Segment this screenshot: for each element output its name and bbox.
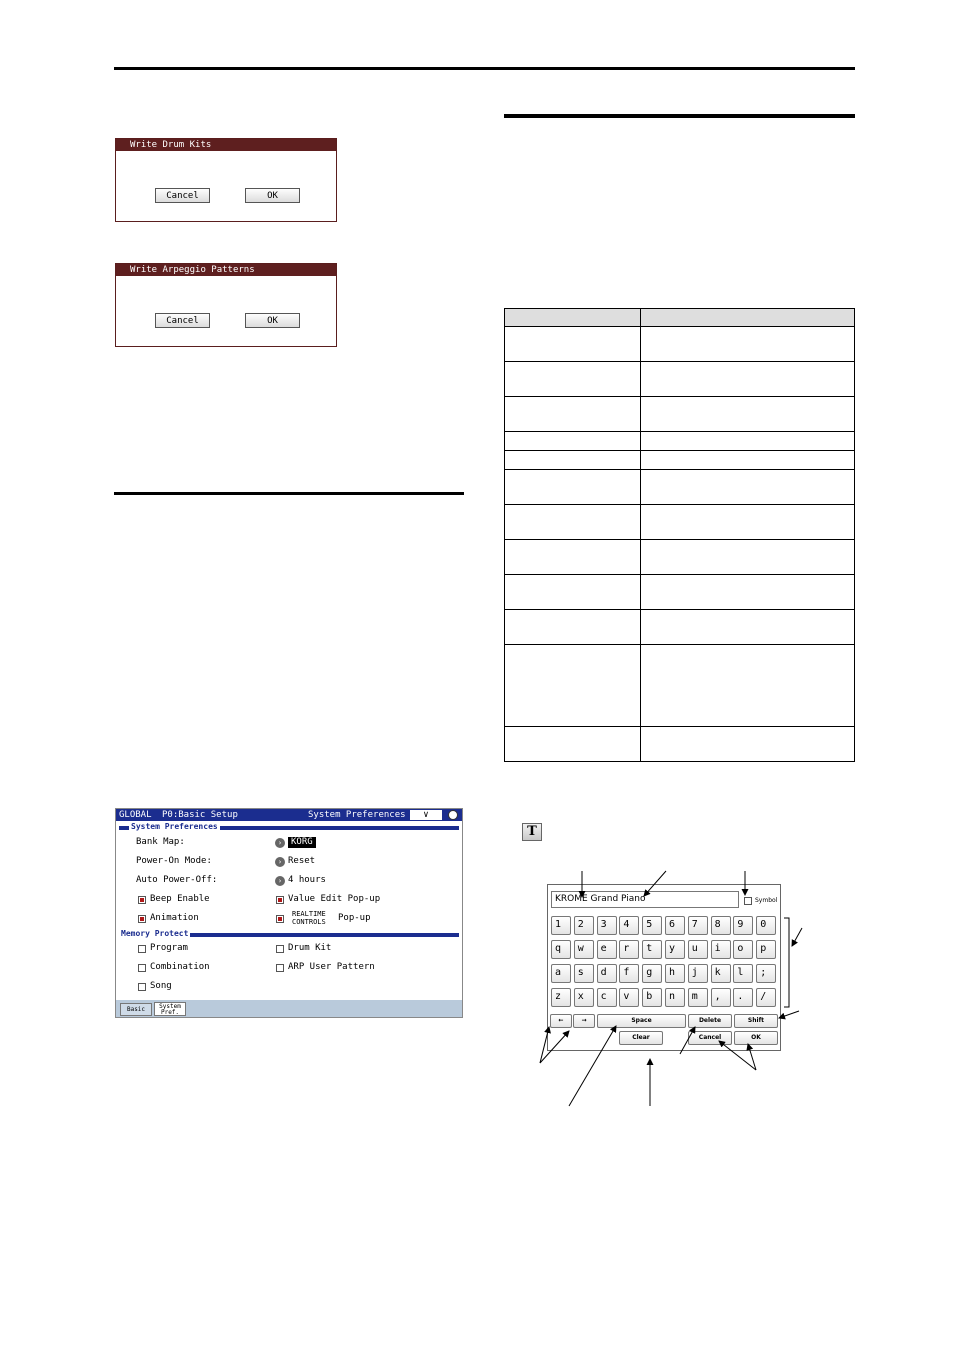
key-3-0[interactable]: z xyxy=(551,988,571,1007)
key-0-6[interactable]: 7 xyxy=(688,916,708,935)
key-3-1[interactable]: x xyxy=(574,988,594,1007)
key-2-8[interactable]: l xyxy=(733,964,753,983)
realtime-line2: CONTROLS xyxy=(292,918,326,926)
cursor-right-button[interactable]: → xyxy=(573,1014,595,1028)
drum-kit-label: Drum Kit xyxy=(288,943,332,953)
chevron-down-icon: ∨ xyxy=(423,810,429,820)
key-0-4[interactable]: 5 xyxy=(642,916,662,935)
key-2-6[interactable]: j xyxy=(688,964,708,983)
key-1-0[interactable]: q xyxy=(551,940,571,959)
key-2-4[interactable]: g xyxy=(642,964,662,983)
realtime-popup-label: Pop-up xyxy=(338,913,371,923)
cancel-button[interactable]: Cancel xyxy=(688,1031,732,1045)
key-1-2[interactable]: e xyxy=(597,940,617,959)
key-2-1[interactable]: s xyxy=(574,964,594,983)
key-1-4[interactable]: t xyxy=(642,940,662,959)
callout-arrow xyxy=(644,871,666,896)
key-2-2[interactable]: d xyxy=(597,964,617,983)
key-2-3[interactable]: f xyxy=(619,964,639,983)
key-0-1[interactable]: 2 xyxy=(574,916,594,935)
ok-button[interactable]: OK xyxy=(245,313,300,328)
tab-title: System Preferences xyxy=(308,810,406,820)
value-edit-popup-label: Value Edit Pop-up xyxy=(288,894,381,904)
arp-user-pattern-label: ARP User Pattern xyxy=(288,962,375,972)
key-1-6[interactable]: u xyxy=(688,940,708,959)
ok-button[interactable]: OK xyxy=(734,1031,778,1045)
auto-power-off-value[interactable]: 4 hours xyxy=(288,875,326,885)
callout-arrow xyxy=(719,1041,756,1070)
key-1-9[interactable]: p xyxy=(756,940,776,959)
key-1-7[interactable]: i xyxy=(711,940,731,959)
power-on-mode-value[interactable]: Reset xyxy=(288,856,316,866)
bracket xyxy=(784,918,789,1007)
realtime-line1: REALTIME xyxy=(292,910,326,918)
key-1-1[interactable]: w xyxy=(574,940,594,959)
key-2-5[interactable]: h xyxy=(665,964,685,983)
tab-system-pref[interactable]: System Pref. xyxy=(154,1002,186,1016)
tab-basic[interactable]: Basic xyxy=(120,1003,152,1016)
page-title: P0:Basic Setup xyxy=(162,810,238,820)
delete-button[interactable]: Delete xyxy=(688,1014,732,1028)
program-label: Program xyxy=(150,943,188,953)
key-3-5[interactable]: n xyxy=(665,988,685,1007)
symbol-label: Symbol xyxy=(755,897,778,904)
key-3-6[interactable]: m xyxy=(688,988,708,1007)
key-3-8[interactable]: . xyxy=(733,988,753,1007)
key-2-9[interactable]: ; xyxy=(756,964,776,983)
popup-arrow-icon[interactable]: › xyxy=(275,876,285,886)
cancel-button[interactable]: Cancel xyxy=(155,313,210,328)
key-1-5[interactable]: y xyxy=(665,940,685,959)
key-0-7[interactable]: 8 xyxy=(711,916,731,935)
key-2-0[interactable]: a xyxy=(551,964,571,983)
key-0-8[interactable]: 9 xyxy=(733,916,753,935)
key-0-2[interactable]: 3 xyxy=(597,916,617,935)
section-label: Memory Protect xyxy=(121,929,189,938)
cursor-left-button[interactable]: ← xyxy=(550,1014,572,1028)
song-label: Song xyxy=(150,981,172,991)
key-3-7[interactable]: , xyxy=(711,988,731,1007)
key-1-8[interactable]: o xyxy=(733,940,753,959)
key-3-4[interactable]: b xyxy=(642,988,662,1007)
callout-arrow xyxy=(680,1027,695,1054)
bank-map-label: Bank Map: xyxy=(136,837,185,847)
key-3-2[interactable]: c xyxy=(597,988,617,1007)
ok-button[interactable]: OK xyxy=(245,188,300,203)
cancel-button[interactable]: Cancel xyxy=(155,188,210,203)
text-edit-icon: T xyxy=(527,824,537,839)
key-2-7[interactable]: k xyxy=(711,964,731,983)
mode-label: GLOBAL xyxy=(119,810,152,820)
key-3-3[interactable]: v xyxy=(619,988,639,1007)
popup-arrow-icon[interactable]: › xyxy=(275,838,285,848)
key-0-3[interactable]: 4 xyxy=(619,916,639,935)
key-3-9[interactable]: / xyxy=(756,988,776,1007)
clear-button[interactable]: Clear xyxy=(619,1031,663,1045)
bank-map-value[interactable]: KORG xyxy=(288,837,316,848)
key-1-3[interactable]: r xyxy=(619,940,639,959)
beep-enable-label: Beep Enable xyxy=(150,894,210,904)
animation-label: Animation xyxy=(150,913,199,923)
callout-arrow xyxy=(748,1044,756,1070)
callout-arrow xyxy=(779,1011,799,1018)
name-input[interactable]: KROME Grand Piano xyxy=(551,891,739,908)
space-button[interactable]: Space xyxy=(597,1014,686,1028)
callout-arrow xyxy=(569,1026,616,1106)
combination-label: Combination xyxy=(150,962,210,972)
power-on-mode-label: Power-On Mode: xyxy=(136,856,212,866)
key-0-5[interactable]: 6 xyxy=(665,916,685,935)
dialog-title: Write Arpeggio Patterns xyxy=(116,264,336,276)
auto-power-off-label: Auto Power-Off: xyxy=(136,875,218,885)
key-0-9[interactable]: 0 xyxy=(756,916,776,935)
shift-button[interactable]: Shift xyxy=(734,1014,778,1028)
callout-arrow xyxy=(792,928,802,946)
dialog-title: Write Drum Kits xyxy=(116,139,336,151)
popup-arrow-icon[interactable]: › xyxy=(275,857,285,867)
key-0-0[interactable]: 1 xyxy=(551,916,571,935)
section-label: System Preferences xyxy=(131,822,218,831)
